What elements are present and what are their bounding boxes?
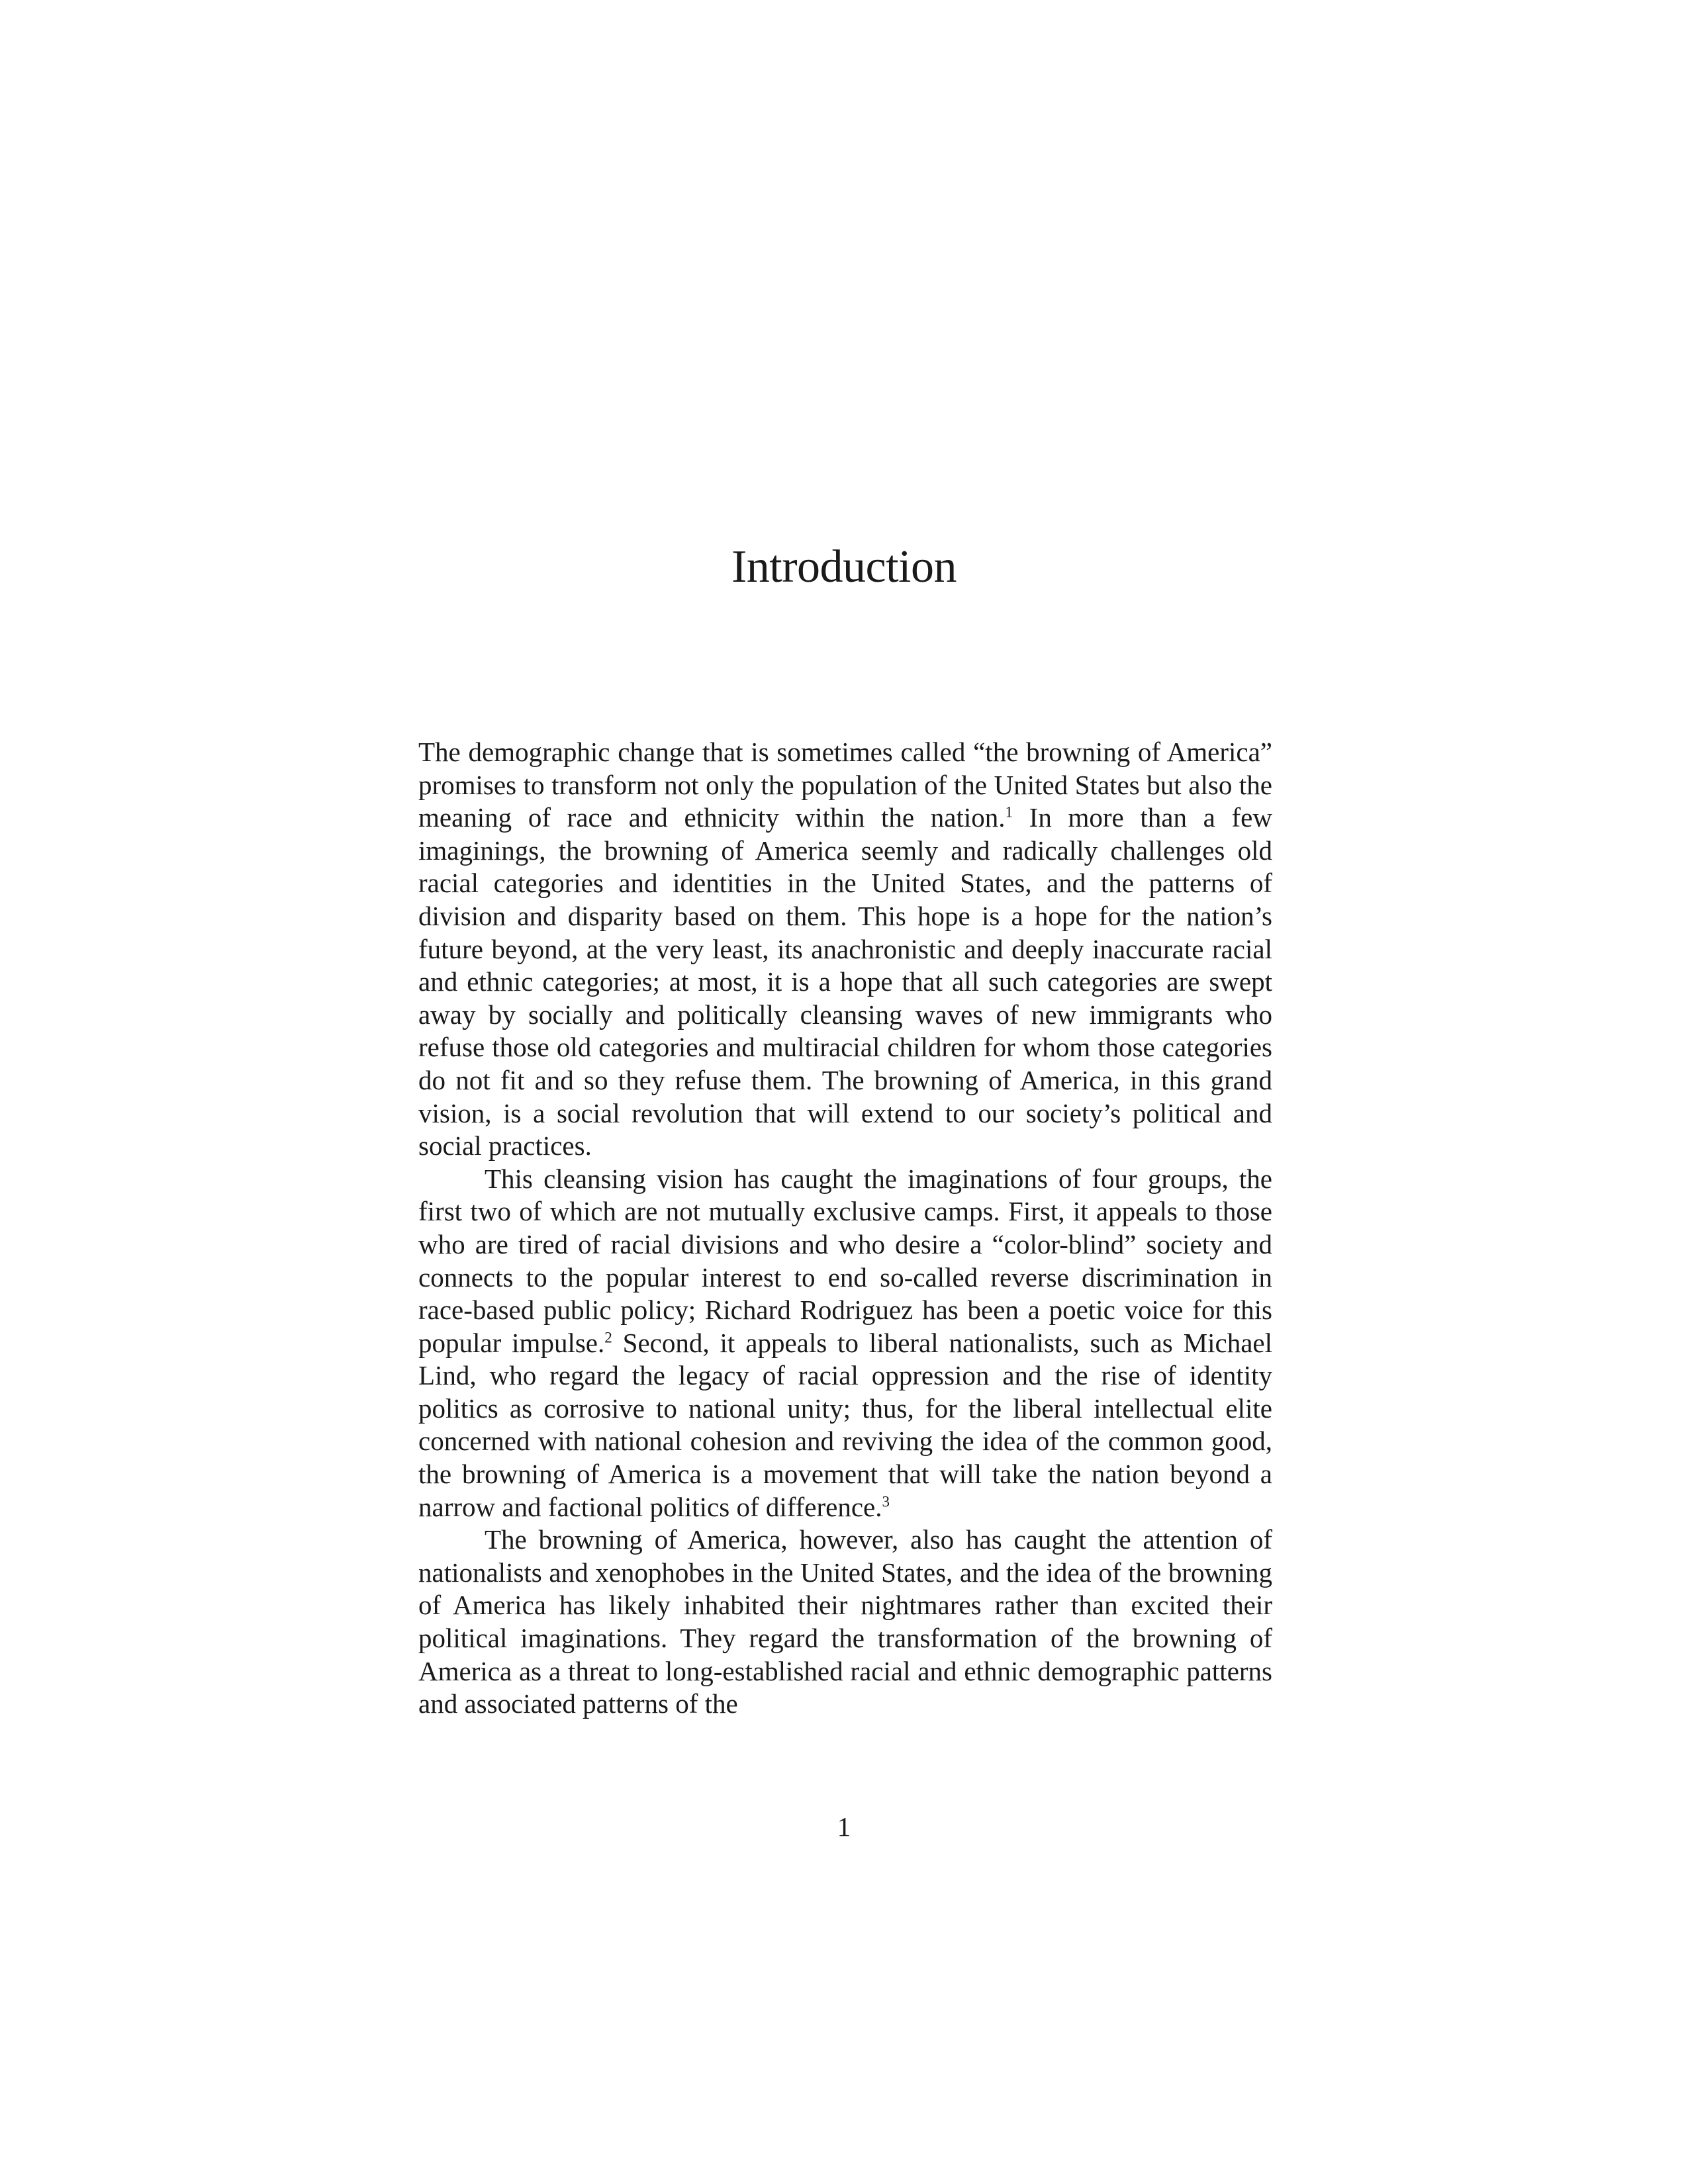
paragraph-1-text-b: In more than a few imaginings, the browning of America seemly and radically challenges old racial categories and identities in the United States, and the patterns of division and disparity based on them. This hope is a hope for the nation’s future beyond, at the very least, its anachronistic and deeply inaccurate racial and ethnic categories; at most, it is a hope that all such categories are swept away by socially and politically cleansing waves of new immigrants who refuse those old categories and multiracial children for whom those categories do not fit and so they refuse them. The browning of America, in this grand vision, is a social revolution that will extend to our society’s political and social practices.: [418, 802, 1272, 1161]
chapter-body: [418, 736, 1272, 1721]
footnote-marker-1[interactable]: 1: [1005, 803, 1013, 821]
footnote-marker-3[interactable]: 3: [882, 1493, 890, 1510]
paragraph-3-text: The browning of America, however, also has caught the attention of nationalists and xenophobes in the United States, and the idea of the browning of America has likely inhabited their nightmares rather than excited their political imaginations. They regard the transformation of the browning of America as a threat to long-established racial and ethnic demographic patterns and associated patterns of the: [418, 1524, 1272, 1719]
paragraph-2: [418, 1163, 1272, 1524]
paragraph-2-text-a: This cleansing vision has caught the imaginations of four groups, the first two of which are not mutually exclusive camps. First, it appeals to those who are tired of racial divisions and who desire a “color-blind” society and connects to the popular interest to end so-called reverse discrimination in race-based public policy; Richard Rodriguez has been a poetic voice for this popular impulse.: [418, 1163, 1272, 1358]
page-title: Introduction: [731, 541, 957, 592]
paragraph-1-text-a: The demographic change that is sometimes called “the browning of America” promises to transform not only the population of the United States but also the meaning of race and ethnicity within the nation.: [418, 737, 1272, 833]
paragraph-2-text-b: Second, it appeals to liberal nationalists, such as Michael Lind, who regard the legacy of racial oppression and the rise of identity politics as corrosive to national unity; thus, for the liberal intellectual elite concerned with national cohesion and reviving the idea of the common good, the browning of America is a movement that will take the nation beyond a narrow and factional politics of difference.: [418, 1327, 1272, 1522]
paragraph-3: [418, 1524, 1272, 1721]
page-number: 1: [837, 1811, 851, 1842]
paragraph-1: [418, 736, 1272, 1163]
footnote-marker-2[interactable]: 2: [604, 1329, 612, 1346]
